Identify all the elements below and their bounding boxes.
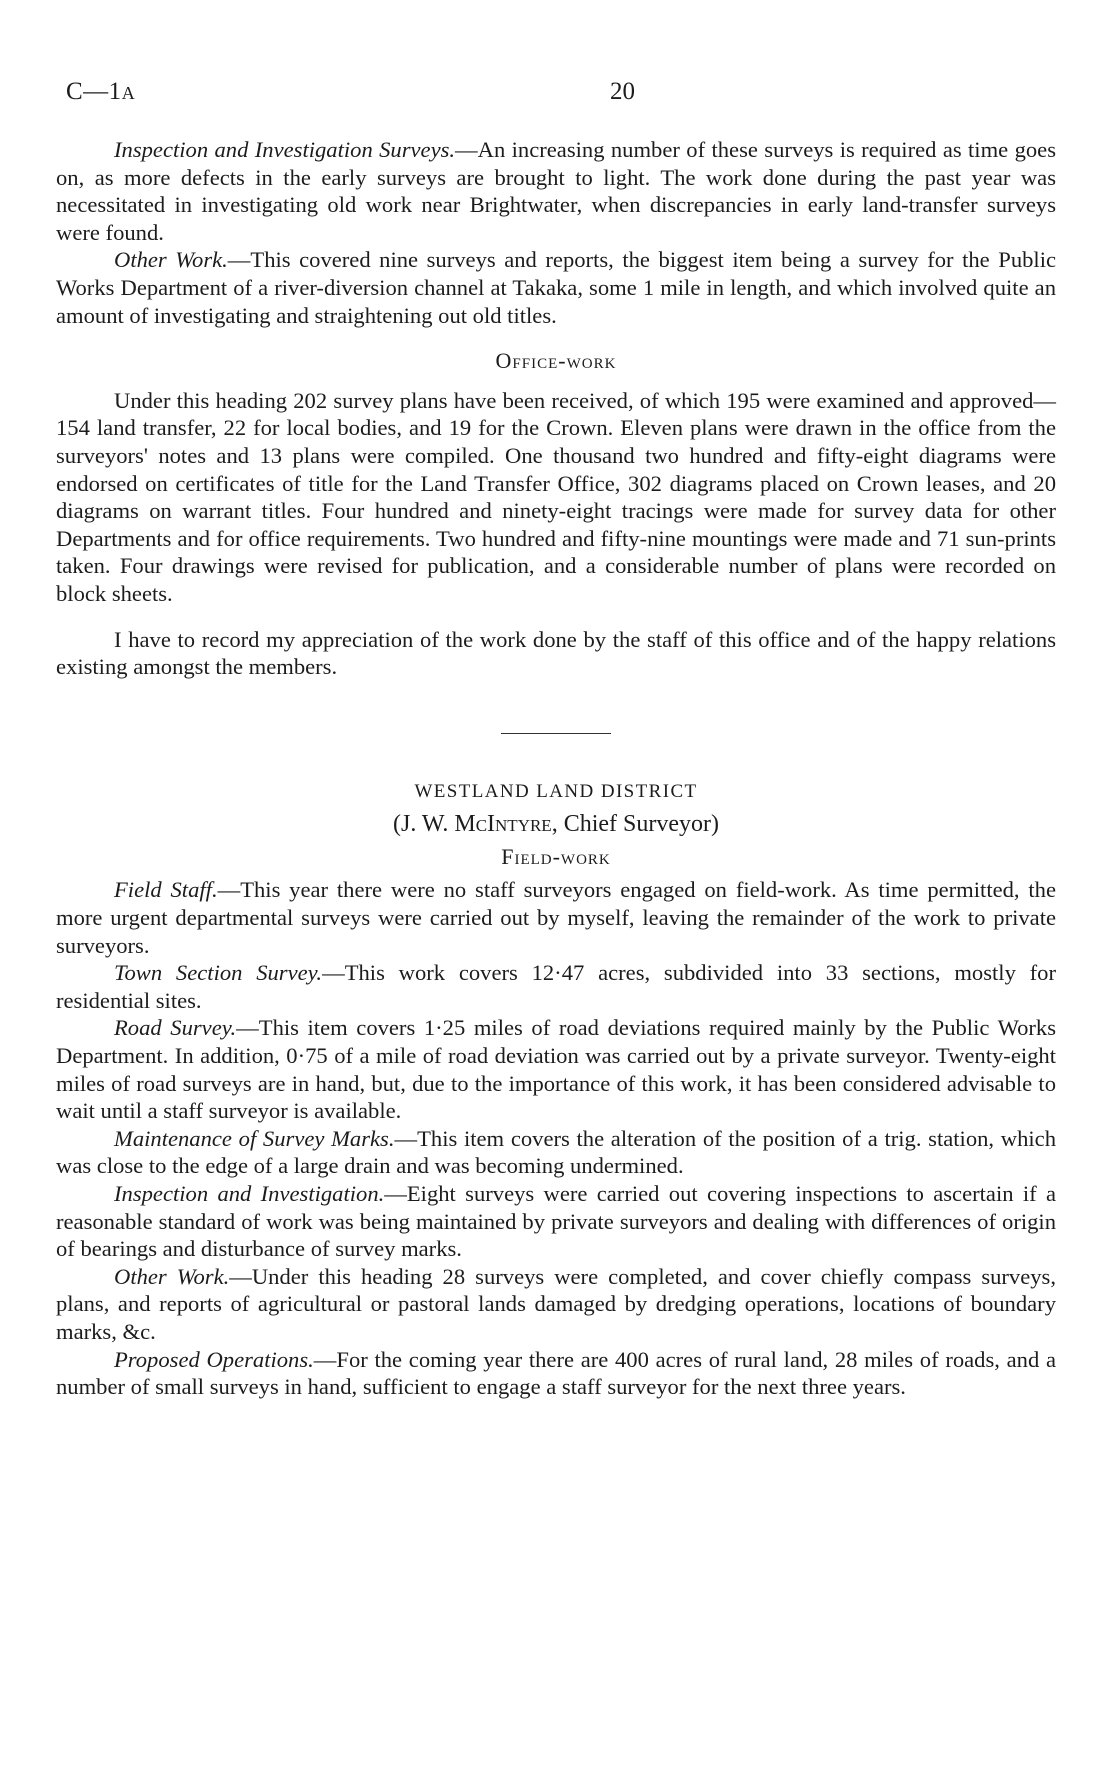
section-divider [501, 733, 611, 734]
district-heading: WESTLAND LAND DISTRICT [414, 780, 698, 802]
page-number: 20 [610, 78, 635, 105]
office-work-heading: Office-work [495, 348, 617, 374]
paragraph-inspection: Inspection and Investigation Surveys.—An increasing number of these surveys is required as time goes on, as more defects in the early surveys are brought to light. The work done during the past year was necessitated in investigating old work near Brightwater, when discrepancies in early land-transfer surveys were found. [56, 137, 1056, 245]
paragraph-road-survey: Road Survey.—This item covers 1·25 miles of road deviations required mainly by the Public Works Department. In addition, 0·75 of a mile of road deviation was carried out by a private surveyor. Twenty-eight miles of road surveys are in hand, but, due to the importance of this work, it has been considered advisable to wait until a staff surveyor is available. [56, 1015, 1056, 1124]
body-text [56, 136, 1056, 1401]
paragraph-proposed-operations: Proposed Operations.—For the coming year there are 400 acres of rural land, 28 miles of roads, and a number of small surveys in hand, sufficient to engage a staff surveyor for the next three years. [56, 1346, 1056, 1400]
document-code: C—1A [66, 78, 136, 105]
paragraph-westland-other-work: Other Work.—Under this heading 28 surveys were completed, and cover chiefly compass surveys, plans, and reports of agricultural or pastoral lands damaged by dredging operations, locations of boundary marks, &c. [56, 1263, 1056, 1344]
paragraph-maintenance: Maintenance of Survey Marks.—This item covers the alteration of the position of a trig. station, which was close to the edge of a large drain and was becoming undermined. [56, 1125, 1056, 1179]
paragraph-town-section: Town Section Survey.—This work covers 12·47 acres, subdivided into 33 sections, mostly for residential sites. [56, 960, 1056, 1013]
paragraph-inspection-investigation: Inspection and Investigation.—Eight surveys were carried out covering inspections to ascertain if a reasonable standard of work was being maintained by private surveyors and dealing with differences of origin of bearings and disturbance of survey marks. [56, 1181, 1056, 1262]
paragraph-field-staff: Field Staff.—This year there were no staff surveyors engaged on field-work. As time permitted, the more urgent departmental surveys were carried out by myself, leaving the remainder of the work to private surveyors. [56, 877, 1056, 958]
field-work-heading: Field-work [501, 843, 611, 869]
paragraph-other-work: Other Work.—This covered nine surveys and reports, the biggest item being a survey for the Public Works Department of a river-diversion channel at Takaka, some 1 mile in length, and which involved quite an amount of investigating and straightening out old titles. [56, 247, 1057, 328]
page-header [62, 78, 1052, 114]
chief-surveyor-line: (J. W. McIntyre, Chief Surveyor) [393, 811, 719, 838]
paragraph-office-work: Under this heading 202 survey plans have been received, of which 195 were examined and approved—154 land transfer, 22 for local bodies, and 19 for the Crown. Eleven plans were drawn in the office from the surveyors' notes and 13 plans were compiled. One thousand two hundred and fifty-eight diagrams were endorsed on certificates of title for the Land Transfer Office, 302 diagrams placed on Crown leases, and 20 diagrams on warrant titles. Four hundred and ninety-eight tracings were made for survey data for other Departments and for office requirements. Two hundred and fifty-nine mountings were made and 71 sun-prints taken. Four drawings were revised for publication, and a considerable number of plans were recorded on block sheets. [56, 387, 1056, 606]
paragraph-appreciation: I have to record my appreciation of the work done by the staff of this office and of the happy relations existing amongst the members. [56, 626, 1056, 680]
